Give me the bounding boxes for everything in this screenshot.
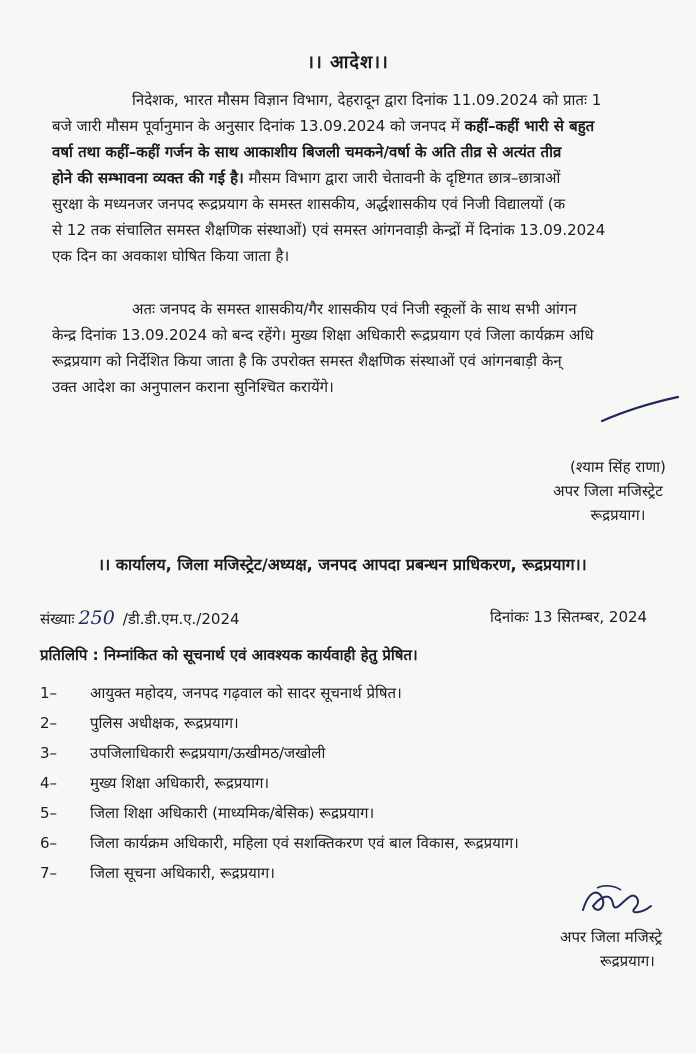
para1-line: सुरक्षा के मध्यनजर जनपद रूद्रप्रयाग के समस्त शासकीय, अर्द्धशासकीय एवं निजी विद्यालयों (क <box>52 195 566 213</box>
para2-line: अतः जनपद के समस्त शासकीय/गैर शासकीय एवं निजी स्कूलों के साथ सभी आंगन <box>132 300 577 318</box>
order-paragraph-2 <box>52 296 696 400</box>
signatory2-place: रूद्रप्रयाग। <box>600 952 655 970</box>
list-item <box>40 768 519 798</box>
signatory-name: (श्याम सिंह राणा) <box>570 458 666 476</box>
list-item-text: उपजिलाधिकारी रूद्रप्रयाग/ऊखीमठ/जखोली <box>90 744 326 762</box>
list-item <box>40 738 519 768</box>
reference-label: संख्याः <box>40 610 75 628</box>
para1-line: एक दिन का अवकाश घोषित किया जाता है। <box>52 247 290 265</box>
handwritten-signature-icon <box>575 880 655 930</box>
signatory-place: रूद्रप्रयाग। <box>590 506 646 524</box>
para1-line: वर्षा तथा कहीं–कहीं गर्जन के साथ आकाशीय बिजली चमकने/वर्षा के अति तीव्र से अत्यंत तीव्र <box>52 143 562 161</box>
list-item-number: 7– <box>40 864 58 882</box>
list-item <box>40 708 519 738</box>
list-item-text: मुख्य शिक्षा अधिकारी, रूद्रप्रयाग। <box>90 774 270 792</box>
signatory2-designation: अपर जिला मजिस्ट्रे <box>560 928 663 946</box>
para2-line: केन्द्र दिनांक 13.09.2024 को बन्द रहेंगे। मुख्य शिक्षा अधिकारी रूद्रप्रयाग एवं जिला कार्यक्रम अधि <box>52 326 594 344</box>
list-item-number: 3– <box>40 744 58 762</box>
list-item <box>40 798 519 828</box>
signatory-designation: अपर जिला मजिस्ट्रेट <box>553 482 663 500</box>
document-title: ।। आदेश।। <box>307 52 389 73</box>
list-item-text: आयुक्त महोदय, जनपद गढ़वाल को सादर सूचनार्थ प्रेषित। <box>90 684 402 702</box>
recipient-list <box>40 678 519 888</box>
reference-handwritten-number: 250 <box>78 607 115 629</box>
list-item-number: 6– <box>40 834 58 852</box>
list-item-number: 5– <box>40 804 58 822</box>
copy-to-heading: प्रतिलिपि : निम्नांकित को सूचनार्थ एवं आवश्यक कार्यवाही हेतु प्रेषित। <box>40 646 418 664</box>
para1-line: से 12 तक संचालित समस्त शैक्षणिक संस्थाओं) एवं समस्त आंगनवाड़ी केन्द्रों में दिनांक 13.09.2024 <box>52 221 606 239</box>
signatory2-block <box>560 925 662 973</box>
office-heading: ।। कार्यालय, जिला मजिस्ट्रेट/अध्यक्ष, जनपद आपदा प्रबन्धन प्राधिकरण, रूद्रप्रयाग।। <box>98 555 587 574</box>
para2-line: रूद्रप्रयाग को निर्देशित किया जाता है कि उपरोक्त समस्त शैक्षणिक संस्थाओं एवं आंगनबाड़ी केन् <box>52 352 562 370</box>
list-item-number: 4– <box>40 774 58 792</box>
para1-line: होने की सम्भावना व्यक्त की गई है। मौसम विभाग द्वारा जारी चेतावनी के दृष्टिगत छात्र–छात्राओं <box>52 169 561 187</box>
signature-mark-icon <box>600 395 680 425</box>
list-item-number: 2– <box>40 714 58 732</box>
para1-line: निदेशक, भारत मौसम विज्ञान विभाग, देहरादून द्वारा दिनांक 11.09.2024 को प्रातः 1 <box>132 91 602 109</box>
list-item-text: पुलिस अधीक्षक, रूद्रप्रयाग। <box>90 714 239 732</box>
signatory-block <box>553 455 666 527</box>
para2-line: उक्त आदेश का अनुपालन कराना सुनिश्चित करायेंगे। <box>52 378 334 396</box>
list-item-text: जिला सूचना अधिकारी, रूद्रप्रयाग। <box>90 864 275 882</box>
order-paragraph-1 <box>52 87 696 269</box>
list-item-text: जिला कार्यक्रम अधिकारी, महिला एवं सशक्तिकरण एवं बाल विकास, रूद्रप्रयाग। <box>90 834 519 852</box>
list-item-text: जिला शिक्षा अधिकारी (माध्यमिक/बेसिक) रूद्रप्रयाग। <box>90 804 375 822</box>
reference-suffix: /डी.डी.एम.ए./2024 <box>122 610 240 628</box>
list-item <box>40 678 519 708</box>
list-item <box>40 858 519 888</box>
list-item-number: 1– <box>40 684 58 702</box>
list-item <box>40 828 519 858</box>
reference-date: दिनांकः 13 सितम्बर, 2024 <box>490 608 648 626</box>
para1-line: बजे जारी मौसम पूर्वानुमान के अनुसार दिनांक 13.09.2024 को जनपद में कहीं–कहीं भारी से बहुत <box>52 117 595 135</box>
reference-number <box>40 607 240 629</box>
